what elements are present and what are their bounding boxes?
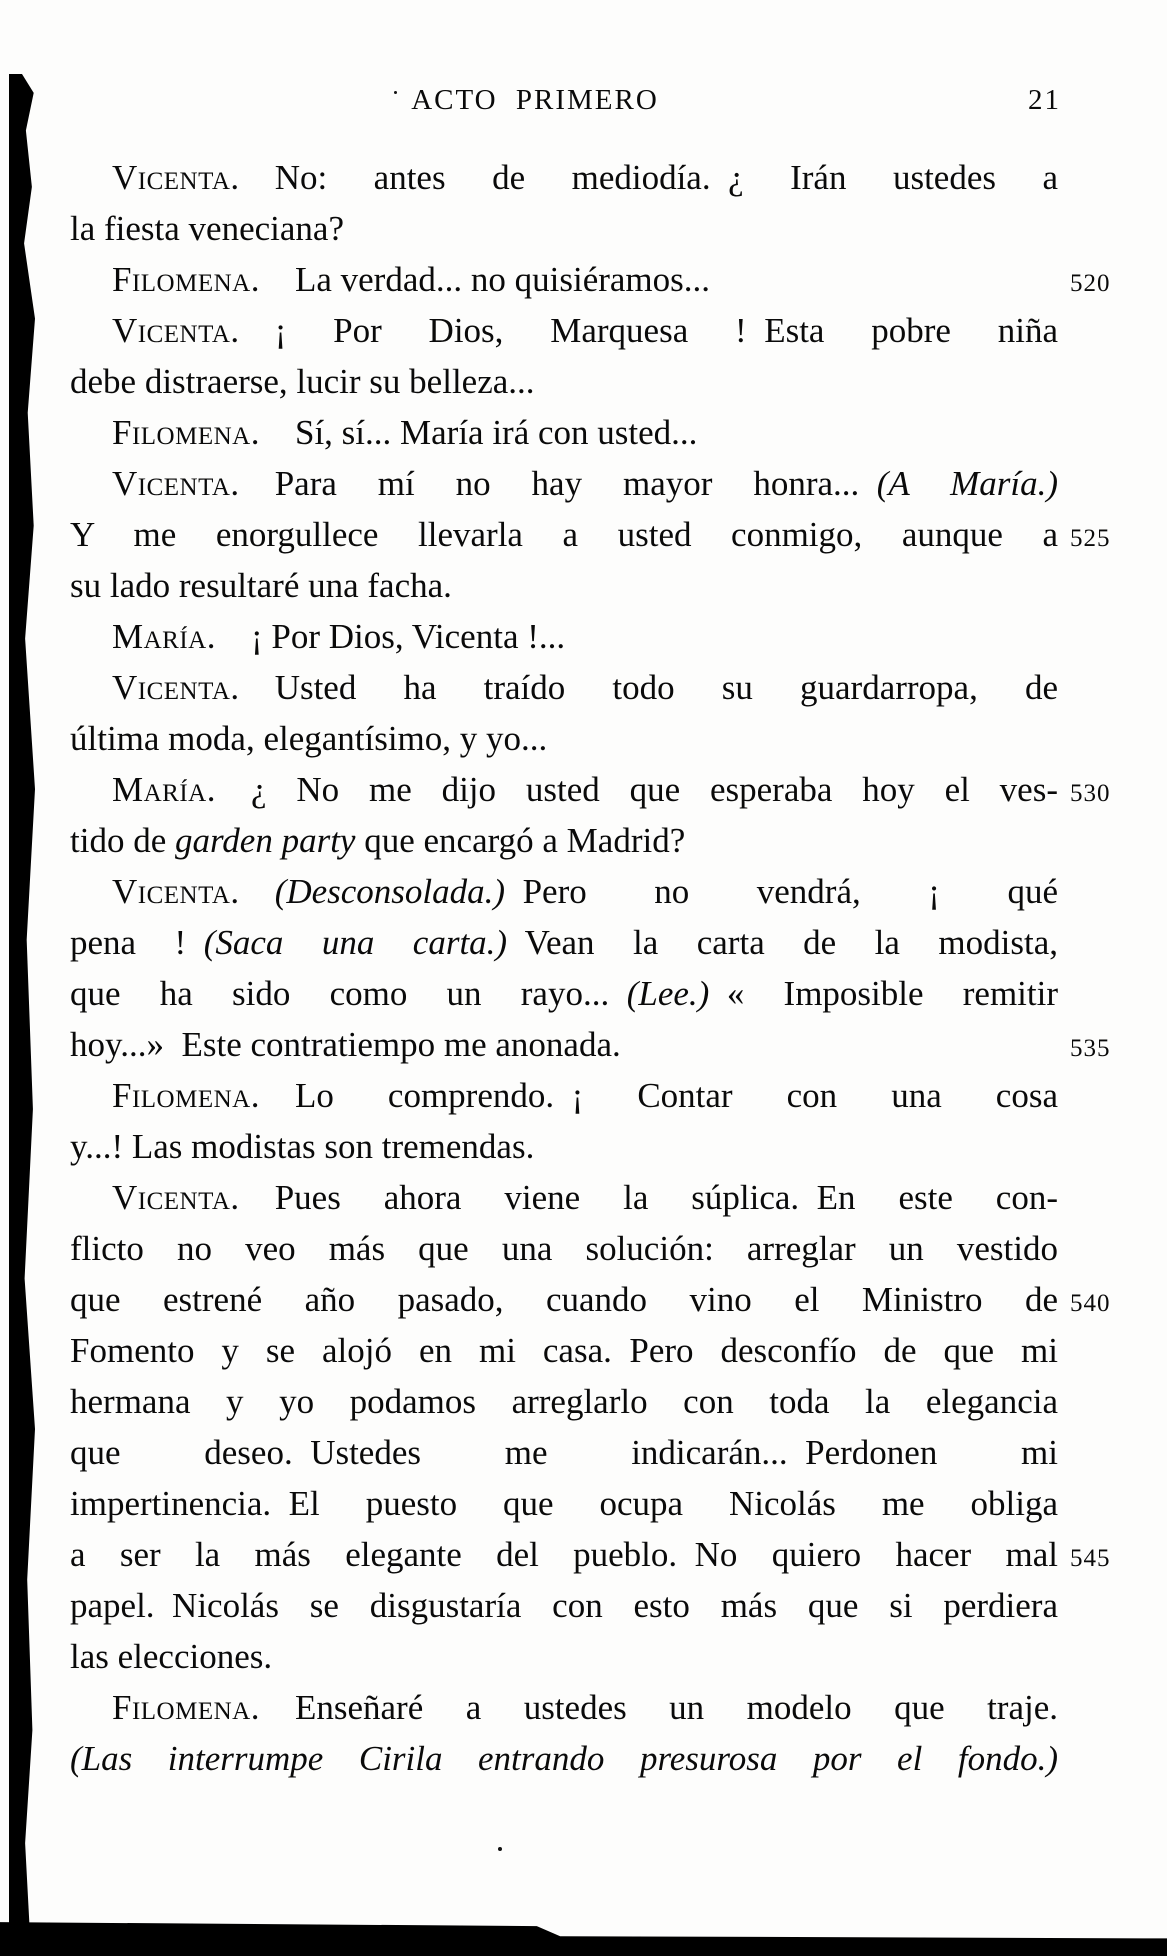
speaker-name: Vicenta.: [112, 668, 240, 707]
text-line: [70, 611, 1058, 662]
text-line: [70, 203, 1058, 254]
text-line: [70, 968, 1058, 1019]
text-line: [70, 1325, 1058, 1376]
dialogue-text: La verdad... no quisiéramos...: [259, 260, 711, 299]
dialogue-text: que ha sido como un rayo...: [70, 974, 627, 1013]
text-line: [70, 1427, 1058, 1478]
speaker-name: Filomena.: [112, 260, 260, 299]
dialogue-text: Pero no vendrá, ¡ qué: [505, 872, 1058, 911]
dialogue-text: las elecciones.: [70, 1637, 273, 1676]
margin-line-number: 530: [1070, 780, 1111, 807]
dialogue-text: última moda, elegantísimo, y yo...: [70, 719, 548, 758]
dialogue-text: su lado resultaré una facha.: [70, 566, 452, 605]
foreign-phrase: garden party: [174, 821, 356, 860]
dialogue-text: tido de: [70, 821, 175, 860]
dialogue-text: que estrené año pasado, cuando vino el Ministro de: [70, 1280, 1058, 1319]
text-line: [70, 764, 1111, 815]
text-line: [70, 1631, 1058, 1682]
dialogue-text: ¡ Por Dios, Vicenta !...: [215, 617, 566, 656]
scan-speck: [498, 1847, 502, 1851]
text-line: [70, 458, 1058, 509]
dialogue-text: que encargó a Madrid?: [355, 821, 686, 860]
header-title: ACTO PRIMERO: [411, 84, 659, 116]
speaker-name: Vicenta.: [112, 311, 240, 350]
stage-direction: (Las interrumpe Cirila entrando presurosa por el fondo.): [70, 1739, 1058, 1778]
speaker-name: Vicenta.: [112, 464, 240, 503]
dialogue-text: No: antes de mediodía. ¿ Irán ustedes a: [239, 158, 1058, 197]
margin-line-number: 525: [1070, 525, 1111, 552]
stage-direction: (Saca una carta.): [203, 923, 508, 962]
text-line: [70, 1682, 1058, 1733]
text-line: [70, 1733, 1058, 1784]
text-line: [70, 1172, 1058, 1223]
dialogue-text: ¡ Por Dios, Marquesa ! Esta pobre niña: [239, 311, 1058, 350]
text-line: [70, 254, 1111, 305]
stage-direction: (Desconsolada.): [274, 872, 506, 911]
margin-line-number: 545: [1070, 1545, 1111, 1572]
dialogue-text: « Imposible remitir: [709, 974, 1058, 1013]
dialogue-text: pena !: [70, 923, 204, 962]
text-line: [70, 305, 1058, 356]
text-line: [70, 917, 1058, 968]
margin-line-number: 540: [1070, 1290, 1111, 1317]
margin-line-number: 535: [1070, 1035, 1111, 1062]
dialogue-text: Usted ha traído todo su guardarropa, de: [239, 668, 1058, 707]
dialogue-text: hermana y yo podamos arreglarlo con toda la elegancia: [70, 1382, 1058, 1421]
speaker-name: Vicenta.: [112, 1178, 240, 1217]
stage-direction: (Lee.): [626, 974, 710, 1013]
dialogue-text: que deseo. Ustedes me indicarán... Perdonen mi: [70, 1433, 1058, 1472]
dialogue-text: ¿ No me dijo usted que esperaba hoy el ves-: [215, 770, 1058, 809]
margin-line-number: 520: [1070, 270, 1111, 297]
text-line: [70, 509, 1111, 560]
page-number: 21: [1028, 84, 1061, 116]
dialogue-text: Lo comprendo. ¡ Contar con una cosa: [259, 1076, 1058, 1115]
speaker-name: Filomena.: [112, 1688, 260, 1727]
text-line: [70, 356, 1058, 407]
text-line: [70, 713, 1058, 764]
speaker-name: María.: [112, 617, 216, 656]
text-line: [70, 1223, 1058, 1274]
play-text-block: [70, 152, 1111, 1784]
dialogue-text: la fiesta veneciana?: [70, 209, 344, 248]
speaker-name: Filomena.: [112, 413, 260, 452]
running-header: [0, 84, 1070, 117]
text-line: [70, 1478, 1058, 1529]
dialogue-text: a ser la más elegante del pueblo. No quiero hacer mal: [70, 1535, 1058, 1574]
text-line: [70, 662, 1058, 713]
text-line: [70, 560, 1058, 611]
dialogue-text: y...! Las modistas son tremendas.: [70, 1127, 535, 1166]
dialogue-text: Sí, sí... María irá con usted...: [259, 413, 698, 452]
text-line: [70, 407, 1058, 458]
dialogue-text: hoy...» Este contratiempo me anonada.: [70, 1025, 621, 1064]
speaker-name: Filomena.: [112, 1076, 260, 1115]
text-line: [70, 1019, 1111, 1070]
dialogue-text: [240, 872, 275, 911]
dialogue-text: Pues ahora viene la súplica. En este con-: [239, 1178, 1058, 1217]
dialogue-text: Para mí no hay mayor honra...: [239, 464, 877, 503]
text-line: [70, 1529, 1111, 1580]
text-line: [70, 1121, 1058, 1172]
dialogue-text: Vean la carta de la modista,: [507, 923, 1058, 962]
speaker-name: Vicenta.: [112, 872, 240, 911]
text-line: [70, 152, 1058, 203]
dialogue-text: debe distraerse, lucir su belleza...: [70, 362, 535, 401]
text-line: [70, 815, 1058, 866]
stage-direction: (A María.): [876, 464, 1059, 503]
dialogue-text: Y me enorgullece llevarla a usted conmigo, aunque a: [70, 515, 1058, 554]
text-line: [70, 1274, 1111, 1325]
dialogue-text: papel. Nicolás se disgustaría con esto más que si perdiera: [70, 1586, 1058, 1625]
dialogue-text: flicto no veo más que una solución: arreglar un vestido: [70, 1229, 1058, 1268]
text-line: [70, 1376, 1058, 1427]
dialogue-text: Fomento y se alojó en mi casa. Pero desconfío de que mi: [70, 1331, 1058, 1370]
dialogue-text: impertinencia. El puesto que ocupa Nicolás me obliga: [70, 1484, 1058, 1523]
speaker-name: María.: [112, 770, 216, 809]
scan-bottom-shadow: [0, 1912, 1167, 1956]
speaker-name: Vicenta.: [112, 158, 240, 197]
dialogue-text: Enseñaré a ustedes un modelo que traje.: [259, 1688, 1058, 1727]
scan-gutter-shadow: [9, 74, 35, 1956]
text-line: [70, 866, 1058, 917]
text-line: [70, 1580, 1058, 1631]
text-line: [70, 1070, 1058, 1121]
